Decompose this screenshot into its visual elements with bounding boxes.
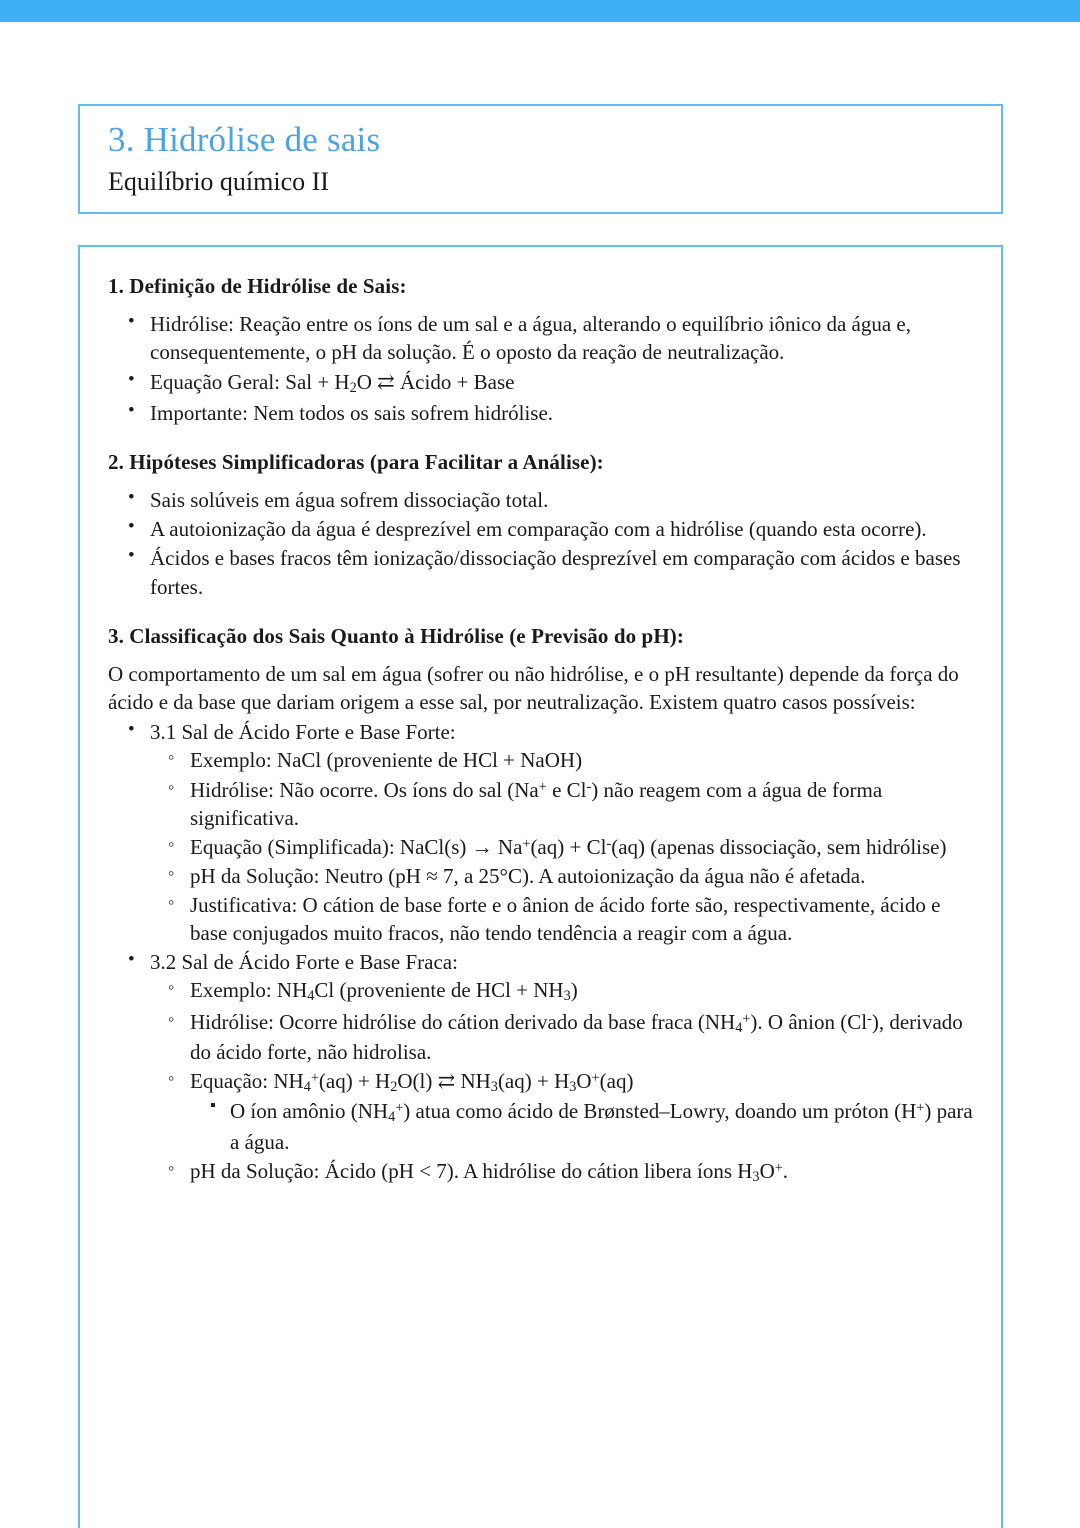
subscript-3: 3 bbox=[490, 1079, 498, 1096]
subscript-2: 2 bbox=[390, 1079, 398, 1096]
top-decorative-banner bbox=[0, 0, 1080, 22]
list-item bbox=[150, 1067, 975, 1156]
list-item bbox=[108, 486, 975, 514]
list-item bbox=[108, 544, 975, 600]
section-2-heading: 2. Hipóteses Simplificadoras (para Facilitar a Análise): bbox=[108, 449, 604, 474]
list-item bbox=[150, 1157, 975, 1187]
section-3-heading: 3. Classificação dos Sais Quanto à Hidrólise (e Previsão do pH): bbox=[108, 623, 684, 648]
list-item bbox=[150, 1008, 975, 1066]
list-item bbox=[108, 310, 975, 366]
case-3-2-note-p2: ) atua como ácido de Brønsted–Lowry, doando um próton (H bbox=[403, 1099, 917, 1124]
list-item bbox=[150, 862, 975, 890]
case-3-1-justificativa: Justificativa: O cátion de base forte e o ânion de ácido forte são, respectivamente, ácido e base conjugados muito fracos, não tendo tendência a reagir com a água. bbox=[190, 893, 941, 946]
section-3-cases-list bbox=[108, 718, 975, 1187]
case-3-2-hidrolise-p2: ). O ânion (Cl bbox=[750, 1009, 868, 1034]
subscript-3: 3 bbox=[569, 1079, 577, 1096]
section-2-bullet-2: A autoionização da água é desprezível em comparação com a hidrólise (quando esta ocorre). bbox=[150, 517, 927, 542]
superscript-plus: + bbox=[395, 1100, 404, 1117]
case-3-2-hidrolise-p1: Hidrólise: Ocorre hidrólise do cátion derivado da base fraca (NH bbox=[190, 1009, 736, 1034]
case-3-2-equacao-p1: Equação: NH bbox=[190, 1069, 304, 1094]
list-item bbox=[108, 368, 975, 398]
section-definicao bbox=[108, 273, 975, 427]
superscript-minus: - bbox=[586, 778, 592, 795]
superscript-minus: - bbox=[606, 835, 612, 852]
section-1-bullet-2-pre: Equação Geral: Sal + H bbox=[150, 369, 350, 394]
list-item bbox=[108, 399, 975, 427]
subscript-4: 4 bbox=[735, 1019, 743, 1036]
case-3-2-hidrolise-p3: ), derivado do ácido forte, não hidrolisa. bbox=[190, 1009, 963, 1064]
case-3-1-equacao-p3: (aq) (apenas dissociação, sem hidrólise) bbox=[611, 834, 947, 859]
document-content-card bbox=[78, 245, 1003, 1528]
case-3-2-equacao-p4: (aq) + H bbox=[497, 1069, 570, 1094]
superscript-plus: + bbox=[522, 835, 531, 852]
case-3-2-equacao-notes bbox=[190, 1097, 975, 1155]
page-title: 3. Hidrólise de sais bbox=[108, 120, 381, 159]
section-classificacao bbox=[108, 623, 975, 1187]
case-3-2-note-p3: ) para a água. bbox=[230, 1099, 973, 1154]
case-3-2-ph-p3: . bbox=[782, 1158, 789, 1183]
case-3-1-equacao-p1: Equação (Simplificada): NaCl(s) → Na bbox=[190, 834, 523, 859]
section-3-intro: O comportamento de um sal em água (sofrer ou não hidrólise, e o pH resultante) depende da força do ácido e da base que dariam origem a esse sal, por neutralização. Existem quatro casos possíveis: bbox=[108, 662, 959, 715]
section-2-bullet-1: Sais solúveis em água sofrem dissociação total. bbox=[150, 488, 549, 513]
section-1-heading: 1. Definição de Hidrólise de Sais: bbox=[108, 274, 407, 298]
case-3-2-ph-p1: pH da Solução: Ácido (pH < 7). A hidrólise do cátion libera íons H bbox=[190, 1158, 753, 1183]
case-3-2-equacao-p5: O bbox=[576, 1069, 592, 1094]
subscript-4: 4 bbox=[388, 1109, 396, 1126]
page-subtitle: Equilíbrio químico II bbox=[108, 167, 329, 197]
superscript-plus: + bbox=[774, 1159, 783, 1176]
section-2-list bbox=[108, 486, 975, 601]
subscript-4: 4 bbox=[307, 988, 315, 1005]
list-item bbox=[150, 891, 975, 947]
superscript-plus: + bbox=[916, 1100, 925, 1117]
superscript-plus: + bbox=[742, 1010, 751, 1027]
case-3-2-label: 3.2 Sal de Ácido Forte e Base Fraca: bbox=[150, 950, 458, 975]
case-3-2-exemplo-p1: Exemplo: NH bbox=[190, 978, 308, 1003]
case-3-1-hidrolise-p3: ) não reagem com a água de forma significativa. bbox=[190, 777, 883, 830]
section-1-bullet-3: Importante: Nem todos os sais sofrem hidrólise. bbox=[150, 400, 554, 425]
list-item bbox=[150, 833, 975, 861]
case-3-1-label: 3.1 Sal de Ácido Forte e Base Forte: bbox=[150, 720, 456, 745]
case-3-1-hidrolise-p2: e Cl bbox=[546, 777, 587, 802]
case-3-1 bbox=[108, 718, 975, 947]
case-3-1-hidrolise-p1: Hidrólise: Não ocorre. Os íons do sal (Na bbox=[190, 777, 539, 802]
case-3-2-exemplo-p3: ) bbox=[570, 978, 578, 1003]
list-item bbox=[108, 515, 975, 543]
case-3-1-ph: pH da Solução: Neutro (pH ≈ 7, a 25°C). A autoionização da água não é afetada. bbox=[190, 863, 866, 888]
case-3-2-equacao-p3: O(l) ⇄ NH bbox=[397, 1069, 491, 1094]
superscript-minus: - bbox=[867, 1010, 872, 1027]
case-3-2-details bbox=[150, 976, 975, 1187]
case-3-2-equacao-p2: (aq) + H bbox=[318, 1069, 391, 1094]
list-item bbox=[150, 776, 975, 832]
list-item bbox=[190, 1097, 975, 1155]
section-1-list bbox=[108, 310, 975, 427]
document-header-card bbox=[78, 104, 1003, 214]
superscript-plus: + bbox=[591, 1070, 600, 1087]
section-1-bullet-2-post: O ⇄ Ácido + Base bbox=[356, 369, 515, 394]
case-3-2 bbox=[108, 948, 975, 1187]
case-3-2-ph-p2: O bbox=[759, 1158, 775, 1183]
case-3-2-note-p1: O íon amônio (NH bbox=[230, 1099, 389, 1124]
list-item bbox=[150, 976, 975, 1006]
section-1-bullet-1: Hidrólise: Reação entre os íons de um sal e a água, alterando o equilíbrio iônico da água e, consequentemente, o pH da solução. É o oposto da reação de neutralização. bbox=[150, 312, 911, 365]
section-hipoteses bbox=[108, 449, 975, 601]
subscript-3: 3 bbox=[563, 988, 571, 1005]
subscript-4: 4 bbox=[303, 1079, 311, 1096]
subscript-3: 3 bbox=[752, 1168, 760, 1185]
case-3-2-equacao-p6: (aq) bbox=[599, 1069, 634, 1094]
case-3-1-details bbox=[150, 746, 975, 947]
case-3-1-exemplo: Exemplo: NaCl (proveniente de HCl + NaOH) bbox=[190, 748, 583, 773]
case-3-1-equacao-p2: (aq) + Cl bbox=[530, 834, 607, 859]
subscript-2: 2 bbox=[349, 379, 357, 396]
superscript-plus: + bbox=[310, 1070, 319, 1087]
case-3-2-exemplo-p2: Cl (proveniente de HCl + NH bbox=[314, 978, 564, 1003]
section-2-bullet-3: Ácidos e bases fracos têm ionização/dissociação desprezível em comparação com ácidos e bases fortes. bbox=[150, 546, 961, 599]
list-item bbox=[150, 746, 975, 774]
superscript-plus: + bbox=[538, 778, 547, 795]
